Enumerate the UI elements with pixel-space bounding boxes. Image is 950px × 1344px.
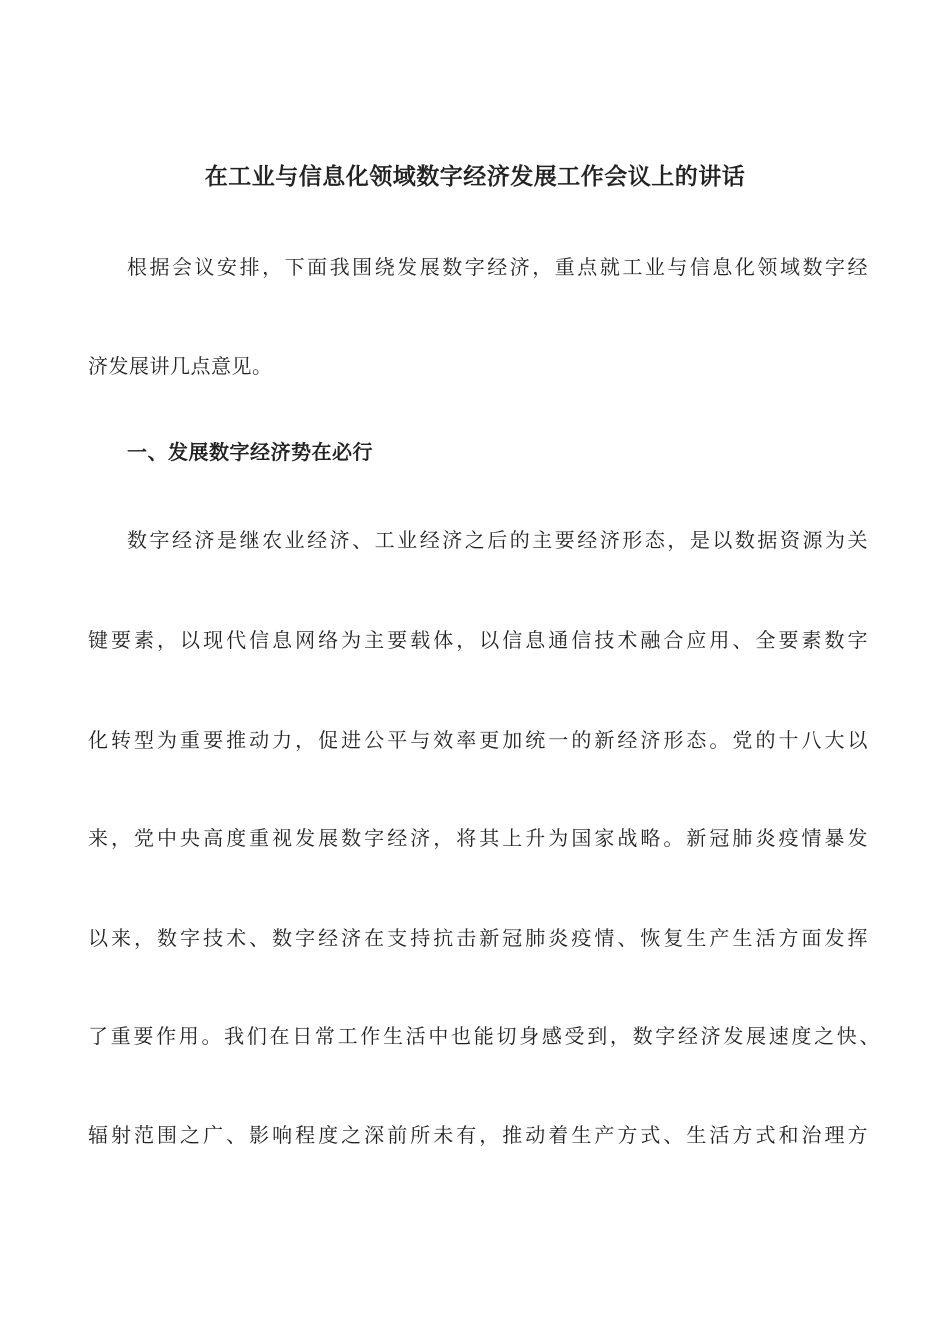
intro-line-1: 根据会议安排，下面我围绕发展数字经济，重点就工业与信息化领域数字经 [127,255,868,279]
paragraph-line-6: 了重要作用。我们在日常工作生活中也能切身感受到，数字经济发展速度之快、 [88,1024,880,1048]
paragraph-line-1: 数字经济是继农业经济、工业经济之后的主要经济形态，是以数据资源为关 [127,528,868,552]
intro-line-2: 济发展讲几点意见。 [88,354,273,378]
paragraph-line-2: 键要素，以现代信息网络为主要载体，以信息通信技术融合应用、全要素数字 [88,628,868,652]
section-heading: 一、发展数字经济势在必行 [127,440,373,464]
document-title: 在工业与信息化领域数字经济发展工作会议上的讲话 [204,163,746,190]
paragraph-line-7: 辐射范围之广、影响程度之深前所未有，推动着生产方式、生活方式和治理方 [88,1123,868,1147]
paragraph-line-3: 化转型为重要推动力，促进公平与效率更加统一的新经济形态。党的十八大以 [88,728,868,752]
paragraph-line-5: 以来，数字技术、数字经济在支持抗击新冠肺炎疫情、恢复生产生活方面发挥 [88,926,868,950]
paragraph-line-4: 来，党中央高度重视发展数字经济，将其上升为国家战略。新冠肺炎疫情暴发 [88,826,868,850]
